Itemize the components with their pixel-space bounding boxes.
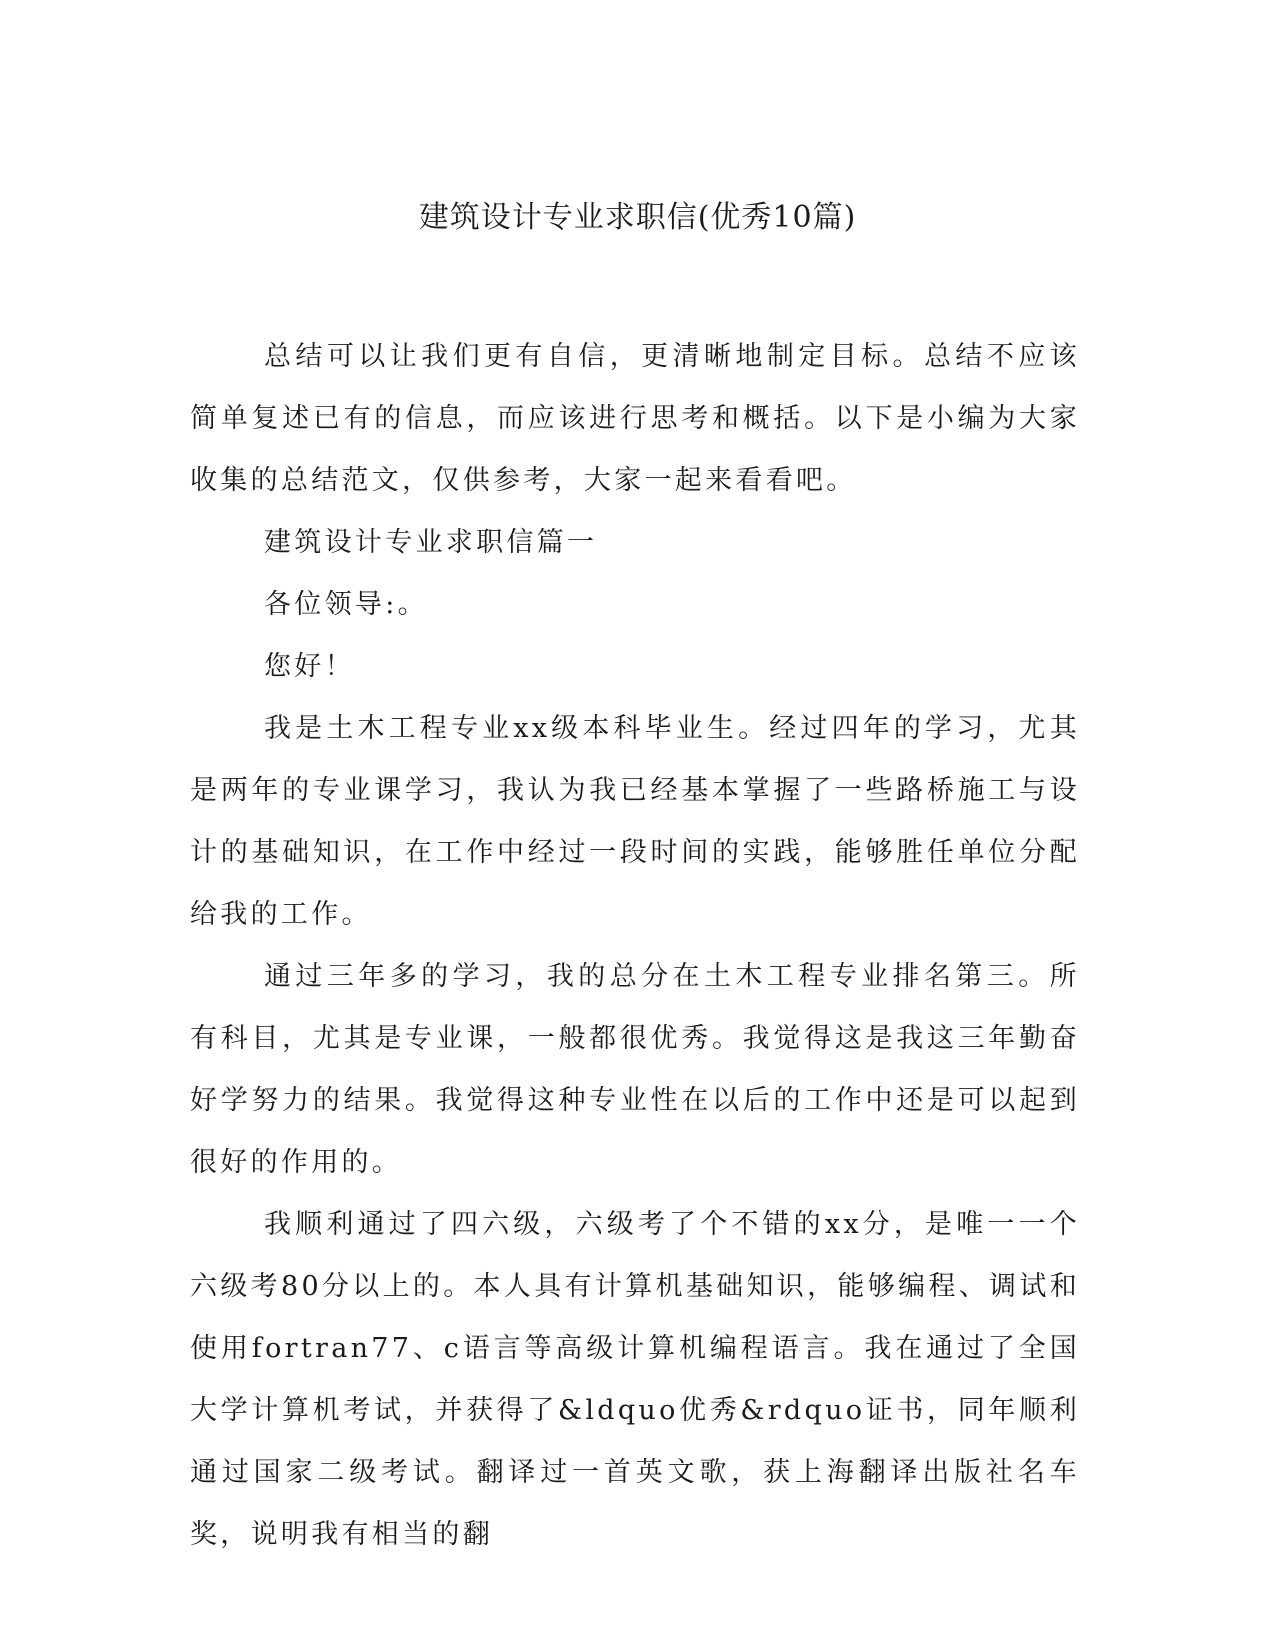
body-paragraph: 我是土木工程专业xx级本科毕业生。经过四年的学习，尤其是两年的专业课学习，我认为我已经基本掌握了一些路桥施工与设计的基础知识，在工作中经过一段时间的实践，能够胜任单位分配给我的工作。 bbox=[190, 713, 1080, 930]
document-title: 建筑设计专业求职信(优秀10篇) bbox=[418, 200, 857, 235]
body-paragraph: 我顺利通过了四六级，六级考了个不错的xx分，是唯一一个六级考80分以上的。本人具有计算机基础知识，能够编程、调试和使用fortran77、c语言等高级计算机编程语言。我在通过了全国大学计算机考试，并获得了&ldquo优秀&rdquo证书，同年顺利通过国家二级考试。翻译过一首英文歌，获上海翻译出版社名车奖，说明我有相当的翻 bbox=[190, 1209, 1080, 1550]
intro-paragraph: 总结可以让我们更有自信，更清晰地制定目标。总结不应该简单复述已有的信息，而应该进行思考和概括。以下是小编为大家收集的总结范文，仅供参考，大家一起来看看吧。 bbox=[190, 341, 1080, 496]
salutation: 各位领导:。 bbox=[264, 589, 428, 620]
greeting: 您好！ bbox=[264, 651, 355, 682]
body-paragraph: 通过三年多的学习，我的总分在土木工程专业排名第三。所有科目，尤其是专业课，一般都很优秀。我觉得这是我这三年勤奋好学努力的结果。我觉得这种专业性在以后的工作中还是可以起到很好的作用的。 bbox=[190, 961, 1080, 1178]
document-body bbox=[190, 326, 1080, 1566]
section-heading: 建筑设计专业求职信篇一 bbox=[264, 527, 598, 558]
